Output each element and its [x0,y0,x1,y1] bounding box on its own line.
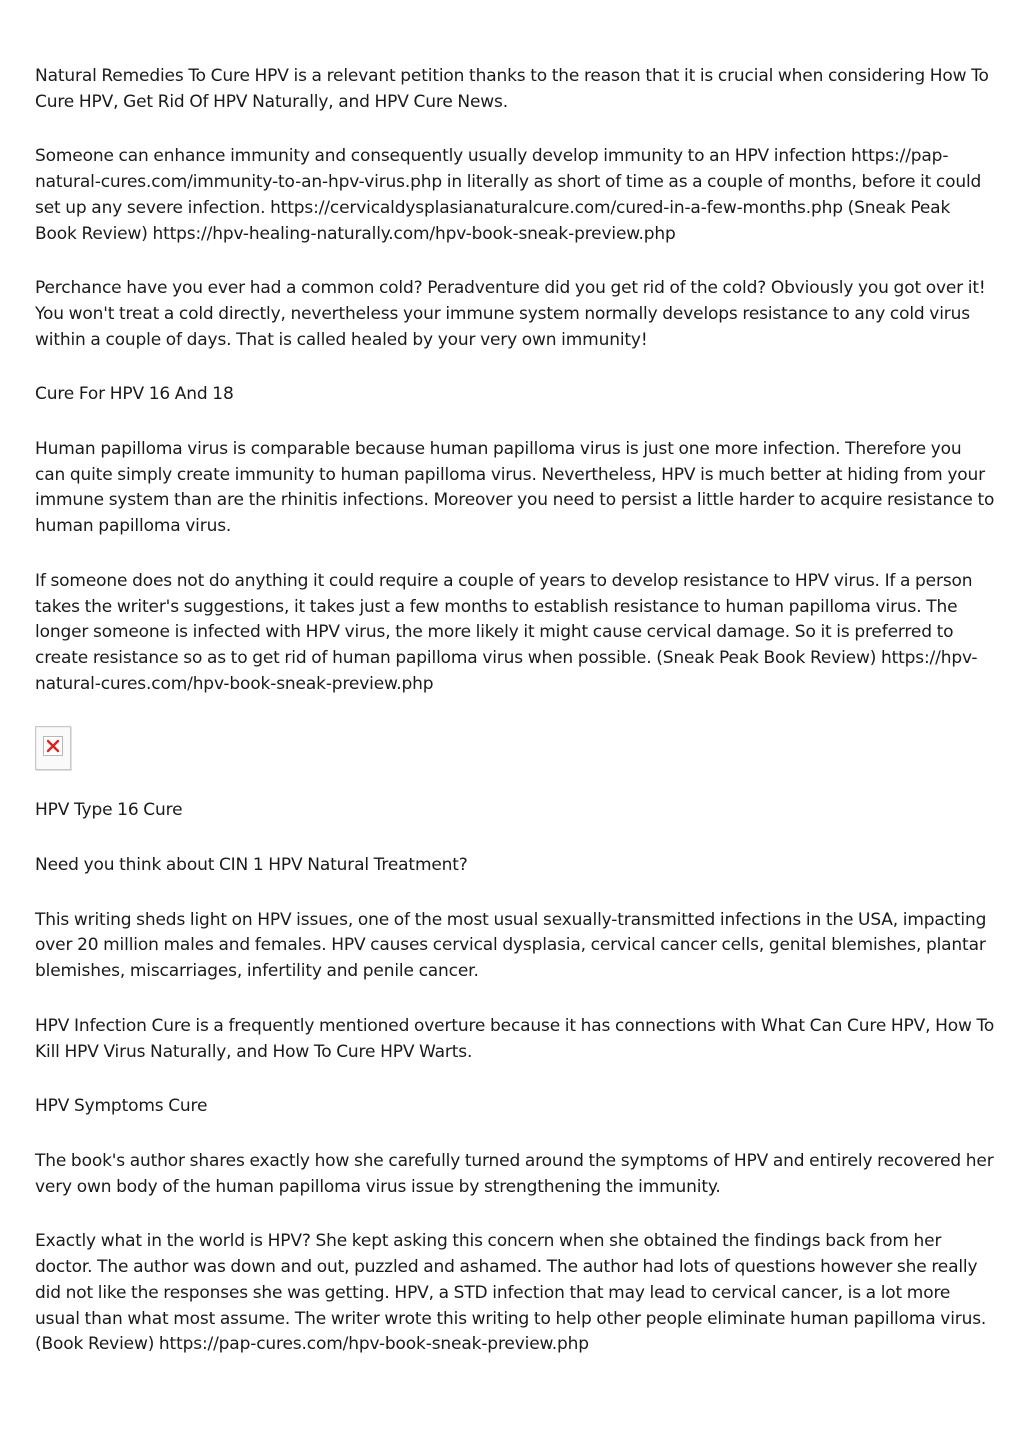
paragraph-infection-cure: HPV Infection Cure is a frequently mentioned overture because it has connections with What Can Cure HPV, How To Kill HPV Virus Naturally, and How To Cure HPV Warts. [35,1015,995,1062]
paragraph-hpv-issues: This writing sheds light on HPV issues, one of the most usual sexually-transmitted infections in the USA, impacting over 20 million males and females. HPV causes cervical dysplasia, cervical cancer cells, genital blemishes, plantar blemishes, miscarriages, infertility and penile cancer. [35,909,987,982]
document-body [35,64,995,1387]
paragraph-immunity: Someone can enhance immunity and consequently usually develop immunity to an HPV infection https://pap-natural-cures.com/immunity-to-an-hpv-virus.php in literally as short of time as a couple of months, before it could set up any severe infection. https://cervicaldysplasianaturalcure.com/cured-in-a-few-months.php (Sneak Peak Book Review) https://hpv-healing-naturally.com/hpv-book-sneak-preview.php [35,146,982,244]
broken-image-icon [43,736,63,756]
paragraph-papilloma-comparison: Human papilloma virus is comparable because human papilloma virus is just one more infection. Therefore you can quite simply create immunity to human papilloma virus. Nevertheless, HPV is much better at hiding from your immune system than are the rhinitis infections. Moreover you need to persist a little harder to acquire resistance to human papilloma virus. [35,439,995,537]
paragraph-author-shares: The book's author shares exactly how she carefully turned around the symptoms of HPV and entirely recovered her very own body of the human papilloma virus issue by strengthening the immunity. [35,1150,994,1197]
paragraph-intro: Natural Remedies To Cure HPV is a relevant petition thanks to the reason that it is crucial when considering How To Cure HPV, Get Rid Of HPV Naturally, and HPV Cure News. [35,66,989,112]
paragraph-cin1-question: Need you think about CIN 1 HPV Natural Treatment? [35,855,468,876]
paragraph-common-cold: Perchance have you ever had a common cold? Peradventure did you get rid of the cold? Obviously you got over it! You won't treat a cold directly, nevertheless your immune system normally develops resistance to any cold virus within a couple of days. That is called healed by your very own immunity! [35,278,986,350]
heading-hpv-symptoms-cure: HPV Symptoms Cure [35,1096,208,1117]
heading-cure-hpv-16-18: Cure For HPV 16 And 18 [35,384,234,405]
paragraph-resistance: If someone does not do anything it could require a couple of years to develop resistance to HPV virus. If a person takes the writer's suggestions, it takes just a few months to establish resistance to human papilloma virus. The longer someone is infected with HPV virus, the more likely it might cause cervical damage. So it is preferred to create resistance so as to get rid of human papilloma virus when possible. (Sneak Peak Book Review) https://hpv-natural-cures.com/hpv-book-sneak-preview.php [35,570,978,694]
broken-image-placeholder [35,726,71,770]
paragraph-what-is-hpv: Exactly what in the world is HPV? She kept asking this concern when she obtained the findings back from her doctor. The author was down and out, puzzled and ashamed. The author had lots of questions however she really did not like the responses she was getting. HPV, a STD infection that may lead to cervical cancer, is a lot more usual than what most assume. The writer wrote this writing to help other people eliminate human papilloma virus. (Book Review) https://pap-cures.com/hpv-book-sneak-preview.php [35,1231,987,1355]
heading-hpv-type-16-cure: HPV Type 16 Cure [35,800,183,821]
